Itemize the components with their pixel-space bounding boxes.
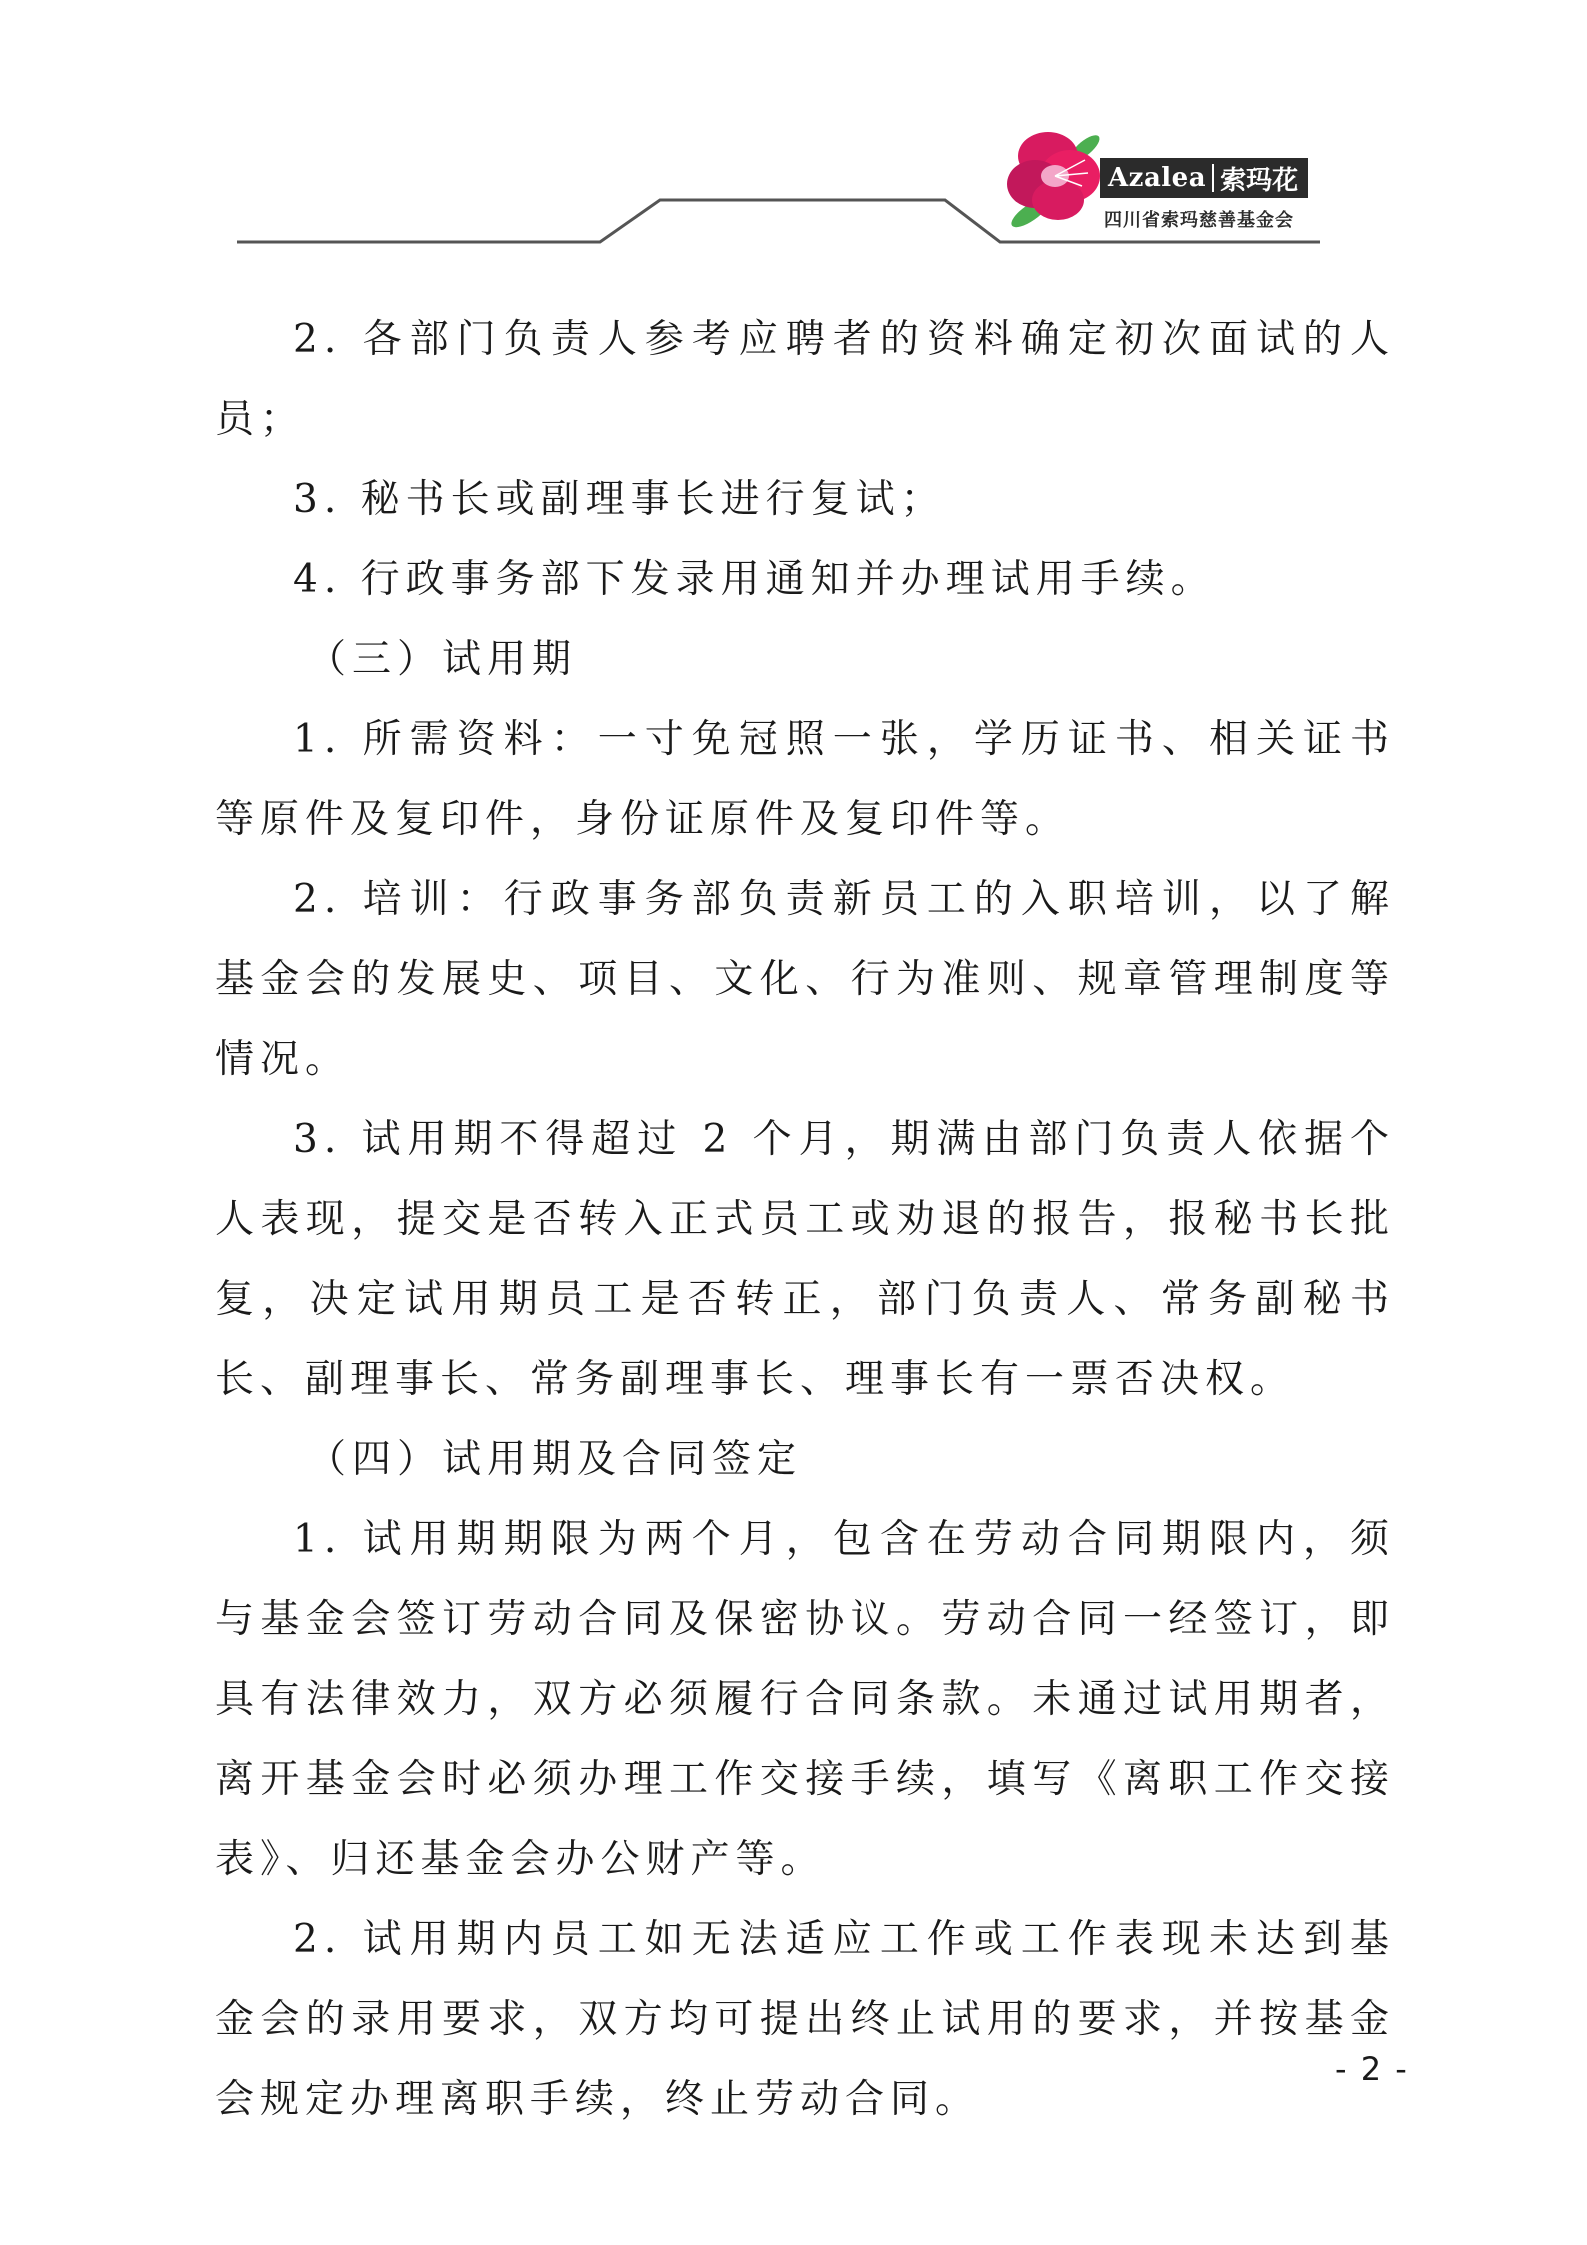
- paragraph: 1. 所需资料：一寸免冠照一张，学历证书、相关证书等原件及复印件，身份证原件及复印件等。: [215, 717, 1395, 842]
- paragraph: 3. 秘书长或副理事长进行复试；: [293, 477, 946, 522]
- section-heading: （三）试用期: [307, 637, 578, 682]
- azalea-flower-icon: [1000, 118, 1110, 238]
- paragraph: 2. 试用期内员工如无法适应工作或工作表现未达到基金会的录用要求，双方均可提出终止试用的要求，并按基金会规定办理离职手续，终止劳动合同。: [215, 1917, 1395, 2122]
- logo-subtitle: 四川省索玛慈善基金会: [1104, 210, 1294, 231]
- page-number: - 2 -: [1335, 2050, 1409, 2088]
- header-divider: [0, 0, 1587, 260]
- logo-separator: [1212, 164, 1214, 192]
- paragraph: 1. 试用期期限为两个月，包含在劳动合同期限内，须与基金会签订劳动合同及保密协议。劳动合同一经签订，即具有法律效力，双方必须履行合同条款。未通过试用期者，离开基金会时必须办理工作交接手续，填写《离职工作交接表》、归还基金会办公财产等。: [215, 1517, 1395, 1882]
- paragraph: 2. 培训：行政事务部负责新员工的入职培训，以了解基金会的发展史、项目、文化、行为准则、规章管理制度等情况。: [215, 877, 1395, 1082]
- paragraph: 3. 试用期不得超过 2 个月，期满由部门负责人依据个人表现，提交是否转入正式员工或劝退的报告，报秘书长批复，决定试用期员工是否转正，部门负责人、常务副秘书长、副理事长、常务副理事长、理事长有一票否决权。: [215, 1117, 1395, 1402]
- foundation-logo: [1000, 118, 1330, 238]
- section-heading: （四）试用期及合同签定: [307, 1437, 803, 1482]
- logo-latin-name: Azalea: [1108, 163, 1207, 193]
- paragraph: 4. 行政事务部下发录用通知并办理试用手续。: [293, 557, 1216, 602]
- paragraph: 2. 各部门负责人参考应聘者的资料确定初次面试的人员；: [215, 317, 1395, 442]
- logo-chinese-name: 索玛花: [1220, 165, 1299, 196]
- document-body: [215, 300, 1395, 2140]
- logo-title: [1100, 158, 1308, 198]
